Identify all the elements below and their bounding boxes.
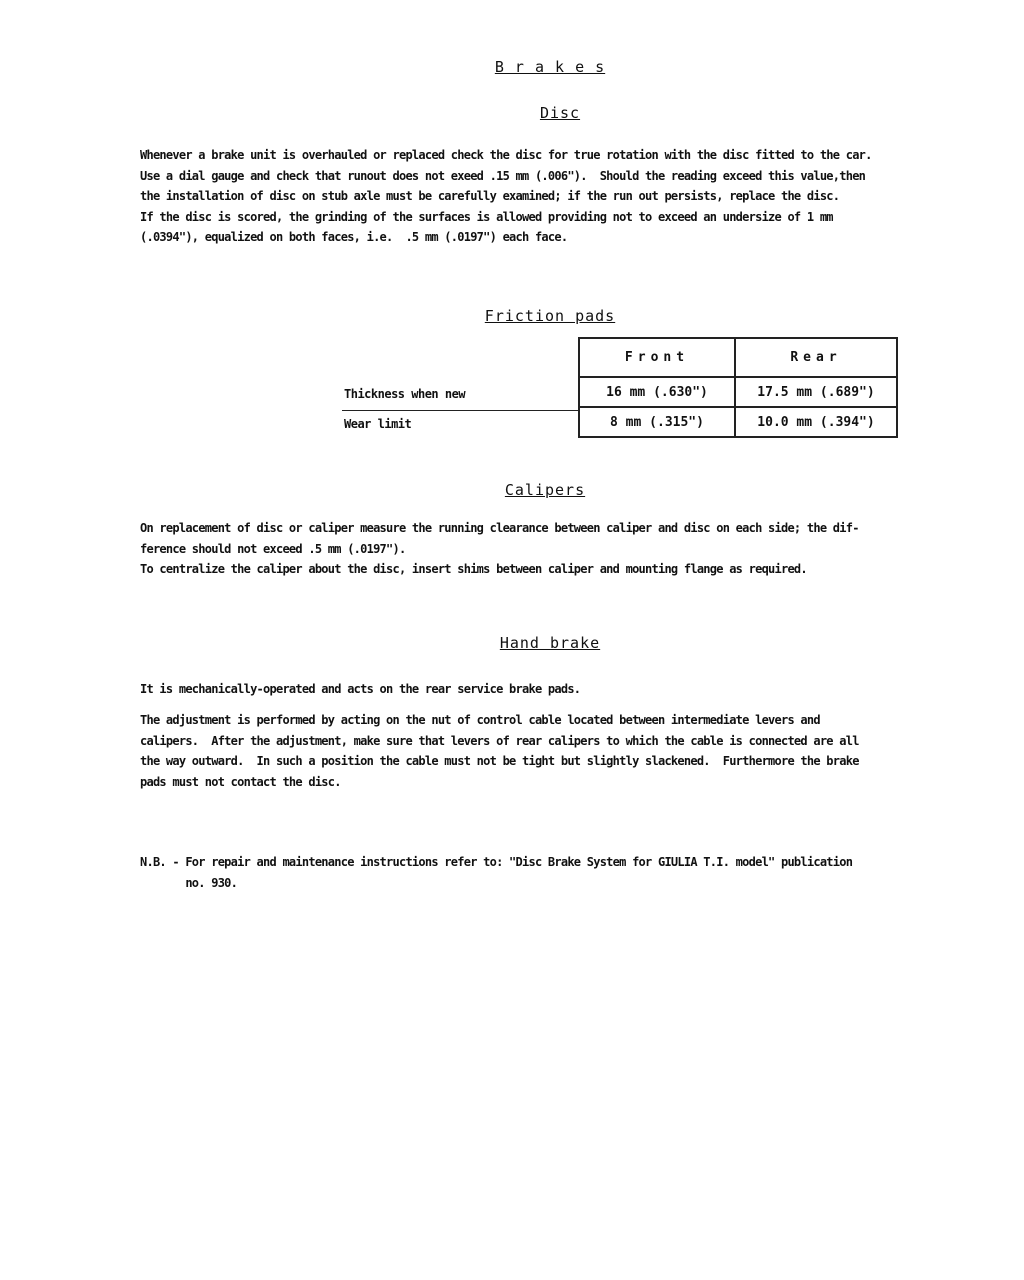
calipers-line: On replacement of disc or caliper measure the running clearance between caliper and disc on each side; the dif-: [140, 521, 859, 535]
column-header-front: Front: [579, 338, 735, 377]
brakes-title: B r a k e s: [494, 58, 606, 76]
disc-paragraph: [140, 145, 970, 248]
hand-brake-line: the way outward. In such a position the cable must not be tight but slightly slackened. Furthermore the brake: [140, 754, 859, 768]
thickness-rear-cell: 17.5 mm (.689"): [735, 377, 897, 407]
thickness-front-cell: 16 mm (.630"): [579, 377, 735, 407]
row-label-wear: Wear limit: [344, 417, 412, 431]
friction-pads-title: Friction pads: [484, 307, 616, 325]
row-label-thickness: Thickness when new: [344, 387, 466, 401]
disc-line: Whenever a brake unit is overhauled or replaced check the disc for true rotation with the disc fitted to the car.: [140, 148, 872, 162]
wear-front-cell: 8 mm (.315"): [579, 407, 735, 437]
row-divider: [342, 410, 580, 411]
hand-brake-line: calipers. After the adjustment, make sure that levers of rear calipers to which the cable is connected are all: [140, 733, 859, 748]
calipers-line: To centralize the caliper about the disc, insert shims between caliper and mounting flange as required.: [140, 562, 807, 576]
hand-brake-intro: [140, 679, 970, 700]
friction-pads-table: [578, 337, 898, 438]
disc-line: the installation of disc on stub axle must be carefully examined; if the run out persists, replace the disc.: [140, 189, 840, 203]
disc-line: (.0394"), equalized on both faces, i.e. .5 mm (.0197") each face.: [140, 230, 568, 244]
calipers-line: ference should not exceed .5 mm (.0197").: [140, 541, 406, 556]
hand-brake-line: The adjustment is performed by acting on the nut of control cable located between intermediate levers and: [140, 713, 820, 727]
disc-line: If the disc is scored, the grinding of the surfaces is allowed providing not to exceed an undersize of 1 mm: [140, 209, 833, 224]
disc-line: Use a dial gauge and check that runout does not exeed .15 mm (.006"). Should the reading exceed this value,then: [140, 168, 866, 183]
nb-note: [140, 852, 970, 893]
calipers-title: Calipers: [504, 481, 586, 499]
disc-title: Disc: [539, 104, 581, 122]
hand-brake-paragraph: [140, 710, 970, 792]
wear-rear-cell: 10.0 mm (.394"): [735, 407, 897, 437]
column-header-rear: Rear: [735, 338, 897, 377]
calipers-paragraph: [140, 518, 970, 580]
hand-brake-line: pads must not contact the disc.: [140, 774, 341, 789]
hand-brake-title: Hand brake: [499, 634, 601, 652]
note-line: N.B. - For repair and maintenance instructions refer to: "Disc Brake System for GIULIA T.I. model" publication: [140, 855, 853, 869]
hand-brake-line: It is mechanically-operated and acts on the rear service brake pads.: [140, 682, 581, 696]
note-line: no. 930.: [140, 875, 238, 890]
